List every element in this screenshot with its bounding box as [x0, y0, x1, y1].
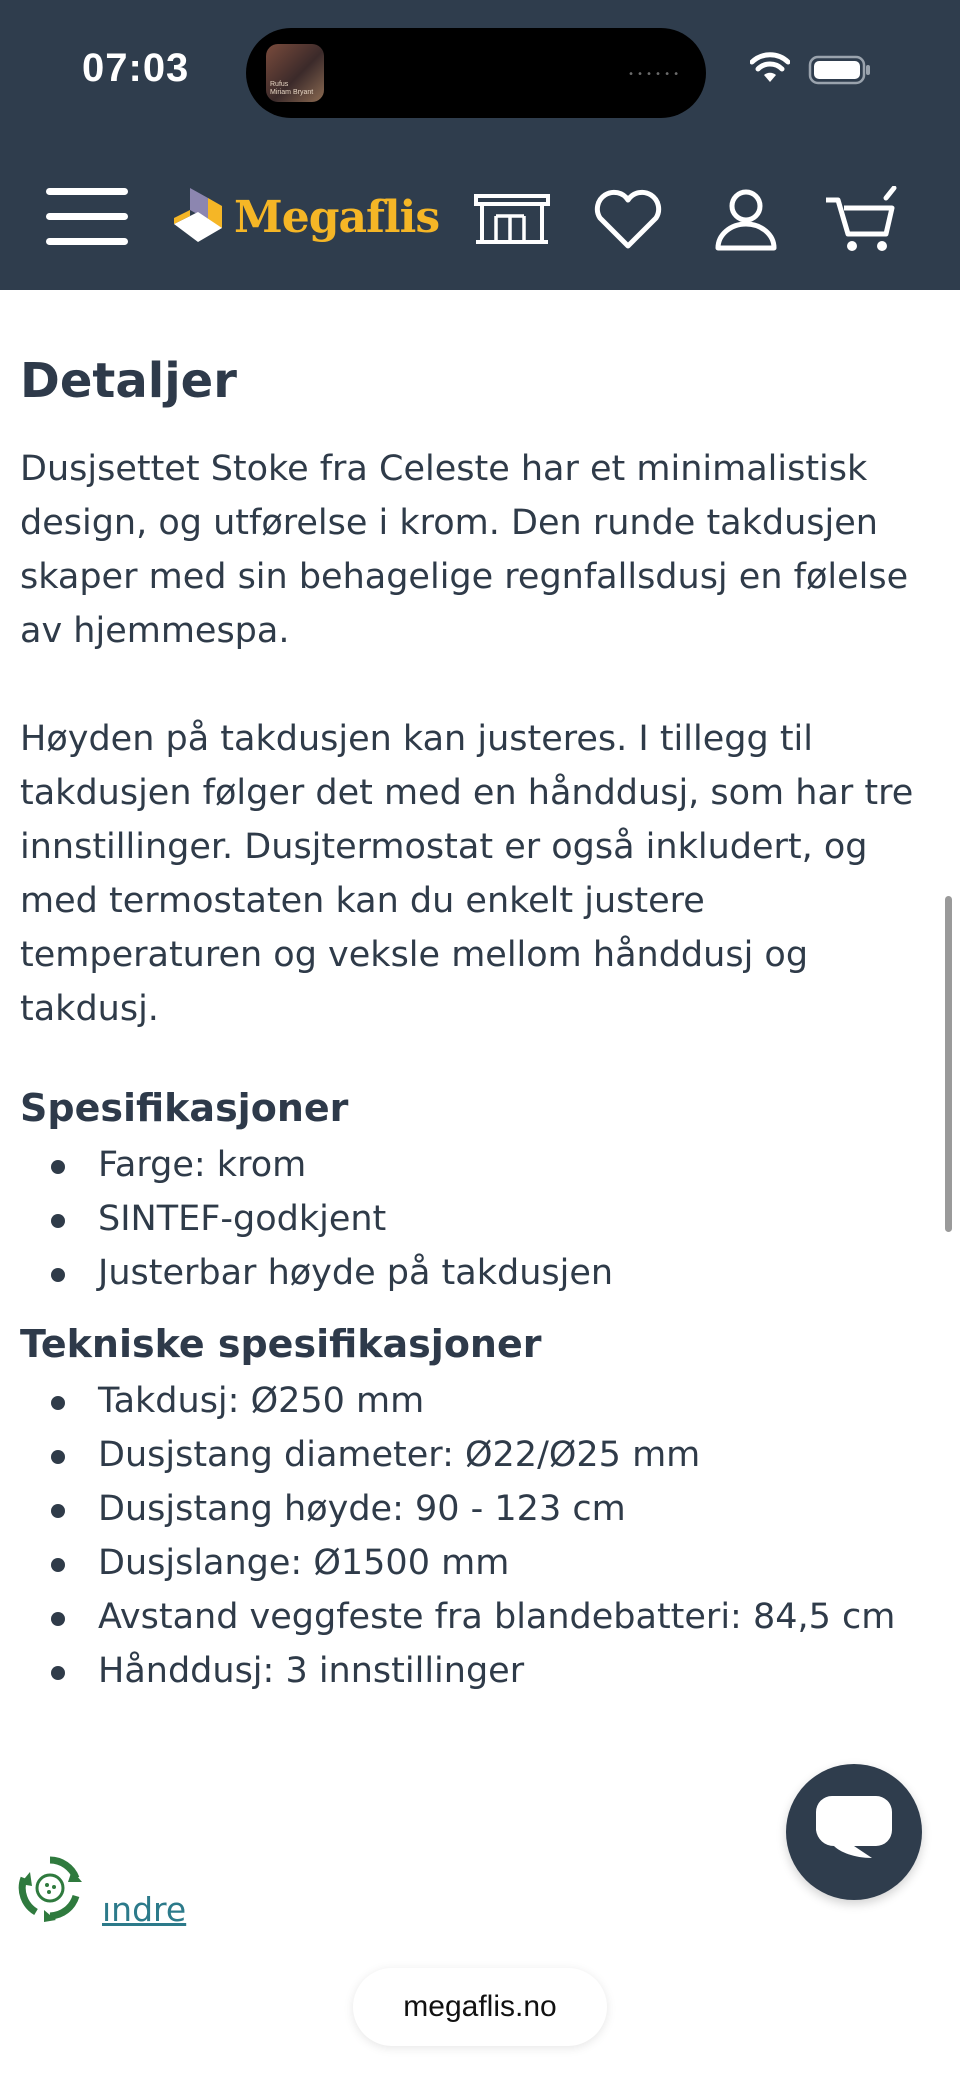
- details-title: Detaljer: [20, 353, 237, 409]
- wifi-icon: [750, 52, 790, 84]
- scrollbar[interactable]: [945, 896, 952, 1232]
- list-item: Takdusj: Ø250 mm: [20, 1374, 940, 1428]
- tech-specs-list: [20, 1374, 940, 1698]
- list-item: Dusjslange: Ø1500 mm: [20, 1536, 940, 1590]
- now-playing-art-text: Rufus Miriam Bryant: [270, 81, 314, 96]
- recycle-icon[interactable]: [14, 1852, 86, 1924]
- list-item: Avstand veggfeste fra blandebatteri: 84,5 cm: [20, 1590, 940, 1644]
- browser-url-bar[interactable]: megaflis.no: [353, 1968, 607, 2046]
- list-item: SINTEF-godkjent: [20, 1192, 940, 1246]
- status-time: 07:03: [82, 46, 190, 90]
- product-details-section: [20, 346, 940, 1698]
- list-item: Hånddusj: 3 innstillinger: [20, 1644, 940, 1698]
- user-icon[interactable]: [706, 186, 786, 254]
- logo-mark-icon: [172, 184, 224, 248]
- audio-waveform-icon: ••••••: [628, 69, 683, 80]
- megaflis-logo[interactable]: [172, 180, 440, 260]
- chat-bubble-icon: [814, 1794, 894, 1860]
- list-item: Dusjstang høyde: 90 - 123 cm: [20, 1482, 940, 1536]
- menu-button[interactable]: [46, 186, 130, 248]
- dynamic-island[interactable]: [246, 28, 706, 118]
- top-bar: [0, 0, 960, 290]
- chat-button[interactable]: [786, 1764, 922, 1900]
- details-paragraph: Dusjsettet Stoke fra Celeste har et minimalistisk design, og utførelse i krom. Den runde takdusjen skaper med sin behagelige regnfallsdusj en følelse av hjemmespa.: [20, 449, 909, 651]
- logo-text: Megaflis: [234, 192, 440, 243]
- battery-icon: [808, 55, 872, 85]
- store-icon[interactable]: [472, 186, 552, 254]
- list-item: Dusjstang diameter: Ø22/Ø25 mm: [20, 1428, 940, 1482]
- now-playing-artwork[interactable]: [266, 44, 324, 102]
- list-item: Farge: krom: [20, 1138, 940, 1192]
- specs-list: [20, 1138, 940, 1300]
- heart-icon[interactable]: [588, 186, 668, 254]
- tech-specs-title: Tekniske spesifikasjoner: [20, 1322, 542, 1366]
- list-item: Justerbar høyde på takdusjen: [20, 1246, 940, 1300]
- show-less-link[interactable]: ındre: [102, 1890, 187, 1929]
- details-paragraph: Høyden på takdusjen kan justeres. I tillegg til takdusjen følger det med en hånddusj, som har tre innstillinger. Dusjtermostat er også inkludert, og med termostaten kan du enkelt justere temperaturen og veksle mellom hånddusj og takdusj.: [20, 719, 914, 1029]
- specs-title: Spesifikasjoner: [20, 1086, 349, 1130]
- cart-icon[interactable]: [822, 186, 902, 254]
